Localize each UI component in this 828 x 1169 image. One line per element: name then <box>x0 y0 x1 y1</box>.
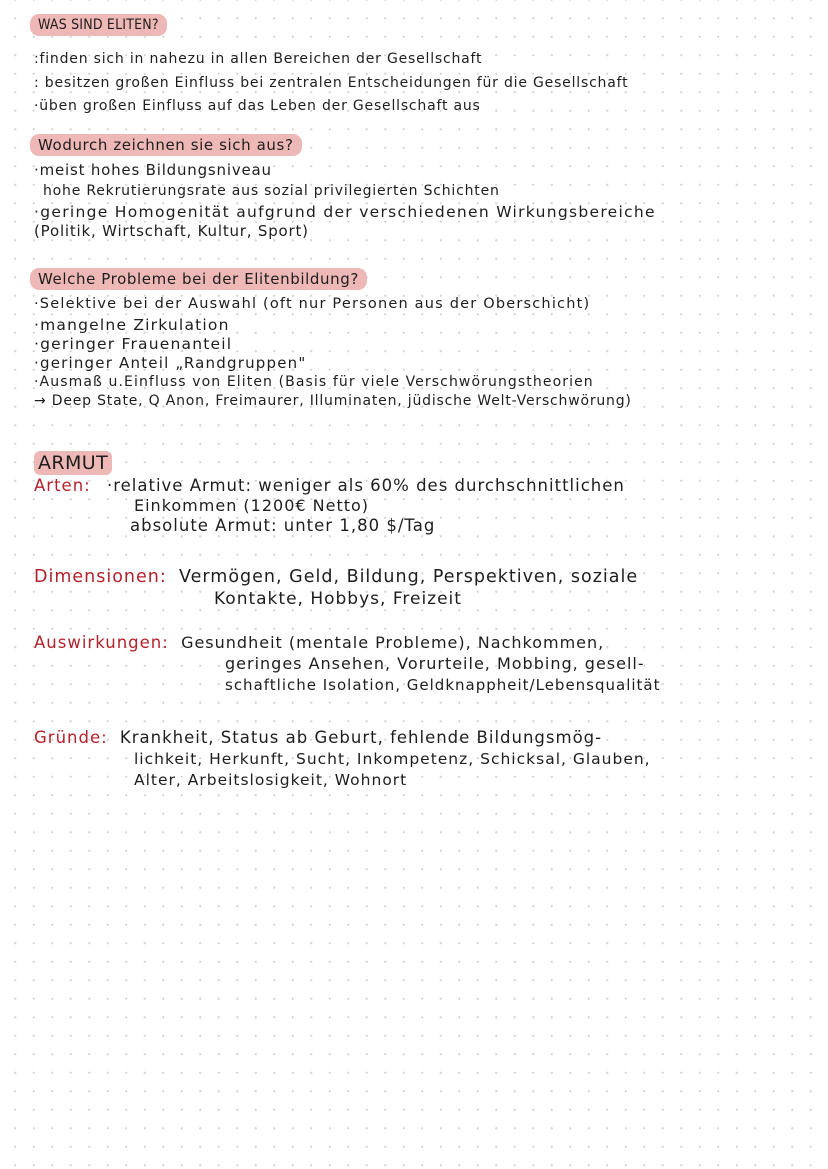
auszeichnen-line-3: ·geringe Homogenität aufgrund der verschiedenen Wirkungsbereiche <box>34 203 656 221</box>
eliten-lines <box>34 51 820 114</box>
heading-eliten: WAS SIND ELITEN? <box>30 14 167 36</box>
auszeichnen-line-4: (Politik, Wirtschaft, Kultur, Sport) <box>34 222 309 240</box>
heading-auszeichnen: Wodurch zeichnen sie sich aus? <box>30 134 302 156</box>
auszeichnen-line-1: ·meist hohes Bildungsniveau <box>34 161 272 179</box>
auswirkungen-line-2: geringes Ansehen, Vorurteile, Mobbing, gesell- <box>225 654 645 673</box>
armut-arten <box>34 477 820 535</box>
arten-line-1: ·relative Armut: weniger als 60% des durchschnittlichen <box>106 476 625 495</box>
gruende-line-2: lichkeit, Herkunft, Sucht, Inkompetenz, Schicksal, Glauben, <box>134 750 651 768</box>
arten-line-2: Einkommen (1200€ Netto) <box>134 496 370 515</box>
gruende-row-1 <box>34 729 820 747</box>
armut-auswirkungen <box>34 634 820 694</box>
heading-probleme: Welche Probleme bei der Elitenbildung? <box>30 268 367 290</box>
gruende-line-3: Alter, Arbeitslosigkeit, Wohnort <box>134 771 408 789</box>
dimensionen-line-1: Vermögen, Geld, Bildung, Perspektiven, soziale <box>179 567 639 587</box>
gruende-line-1: Krankheit, Status ab Geburt, fehlende Bildungsmög- <box>119 728 603 747</box>
probleme-line-3: ·geringer Frauenanteil <box>34 335 233 353</box>
section-auszeichnen <box>34 134 820 156</box>
auszeichnen-lines <box>34 162 820 239</box>
arten-label: Arten: <box>34 476 91 495</box>
eliten-line-3: ·üben großen Einfluss auf das Leben der Gesellschaft aus <box>34 98 481 114</box>
gruende-label: Gründe: <box>34 728 108 747</box>
auswirkungen-label: Auswirkungen: <box>34 633 169 652</box>
section-probleme <box>34 268 820 290</box>
section-eliten <box>34 14 820 36</box>
auswirkungen-line-3: schaftliche Isolation, Geldknappheit/Lebensqualität <box>225 676 661 694</box>
probleme-lines <box>34 296 820 409</box>
auswirkungen-row-1 <box>34 634 820 652</box>
dimensionen-row-1 <box>34 568 820 586</box>
section-armut <box>34 451 820 475</box>
probleme-line-5: ·Ausmaß u.Einfluss von Eliten (Basis für viele Verschwörungstheorien <box>34 374 594 390</box>
dimensionen-line-2: Kontakte, Hobbys, Freizeit <box>214 589 462 609</box>
arten-line-3: absolute Armut: unter 1,80 $/Tag <box>130 516 436 535</box>
heading-armut: ARMUT <box>34 451 112 475</box>
auswirkungen-line-1: Gesundheit (mentale Probleme), Nachkommen, <box>181 633 605 652</box>
arten-row-1 <box>34 477 820 495</box>
dimensionen-label: Dimensionen: <box>34 567 167 587</box>
auszeichnen-line-2: hohe Rekrutierungsrate aus sozial privilegierten Schichten <box>43 183 500 199</box>
armut-gruende <box>34 729 820 789</box>
probleme-line-6: → Deep State, Q Anon, Freimaurer, Illuminaten, jüdische Welt-Verschwörung) <box>34 393 632 409</box>
probleme-line-2: ·mangelne Zirkulation <box>34 316 230 334</box>
eliten-line-1: :finden sich in nahezu in allen Bereichen der Gesellschaft <box>34 51 483 67</box>
armut-dimensionen <box>34 568 820 608</box>
eliten-line-2: : besitzen großen Einfluss bei zentralen Entscheidungen für die Gesellschaft <box>34 75 629 91</box>
probleme-line-1: ·Selektive bei der Auswahl (oft nur Personen aus der Oberschicht) <box>34 296 591 312</box>
probleme-line-4: ·geringer Anteil „Randgruppen" <box>34 354 307 372</box>
